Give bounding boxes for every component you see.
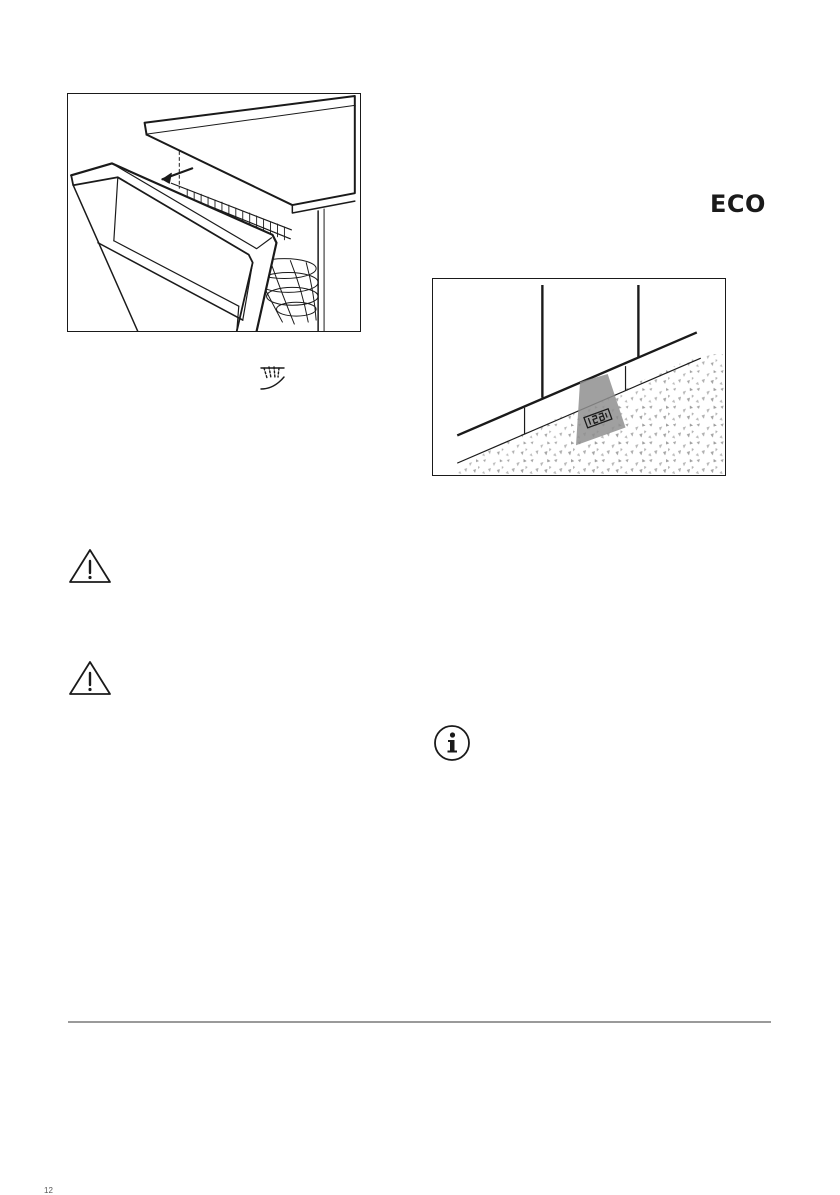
spray-arm-icon (258, 365, 286, 391)
floor-projection-figure (432, 278, 726, 476)
warning-triangle-icon (68, 660, 112, 696)
eco-label: ECO (710, 190, 766, 218)
info-icon (433, 724, 471, 762)
dishwasher-door-drawing (68, 94, 360, 331)
floor-projection-drawing (433, 279, 725, 475)
dishwasher-door-figure (67, 93, 361, 332)
footer-divider (68, 1021, 771, 1023)
page-number: 12 (44, 1186, 53, 1195)
warning-triangle-icon (68, 548, 112, 584)
